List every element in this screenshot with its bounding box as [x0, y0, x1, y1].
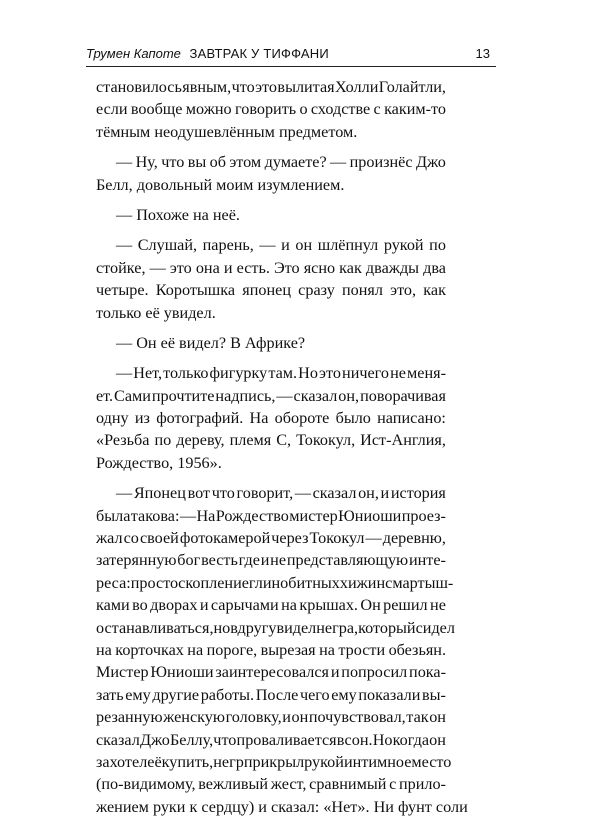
text-line: сказал Джо Беллу, что проваливается в сон. Но когда он [96, 730, 446, 749]
text-line: «Резьба по дереву, племя С, Тококул, Ист-Англия, [96, 431, 446, 450]
paragraph-gap [96, 354, 446, 362]
text-line: четыре. Коротышка японец сразу понял это, как [96, 281, 446, 300]
text-line: — Слушай, парень, — и он шлёпнул рукой по [116, 236, 446, 255]
text-line: — Похоже на неё. [116, 205, 240, 224]
paragraph-gap [96, 196, 446, 204]
text-line: захотел её купить, негр прикрыл рукой интимное место [96, 752, 452, 771]
page-number: 13 [475, 46, 490, 61]
body-text [96, 76, 468, 818]
text-line: — Ну, что вы об этом думаете? — произнёс Джо [116, 153, 446, 172]
header-book-title: ЗАВТРАК У ТИФФАНИ [189, 46, 329, 61]
text-line: одну из фотографий. На обороте было написано: [96, 409, 446, 428]
text-line: (по-видимому, вежливый жест, сравнимый с прило- [96, 775, 446, 794]
text-line: Мистер Юниоши заинтересовался и попросил пока- [96, 663, 446, 682]
text-line: была такова: — На Рождество мистер Юниоши проез- [96, 506, 446, 525]
text-line: — Нет, только фигурку там. Но это ничего не меня- [116, 364, 446, 383]
text-line: зать ему другие работы. После чего ему показали вы- [96, 685, 446, 704]
running-header [86, 40, 496, 67]
header-author: Трумен Капоте [86, 46, 181, 61]
text-line: стойке, — это она и есть. Это ясно как дважды два [96, 258, 446, 277]
text-line: Рождество, 1956». [96, 453, 222, 472]
text-line: останавливаться, но вдруг увидел негра, который сидел [96, 618, 455, 637]
text-line: жал со своей фотокамерой через Тококул — деревню, [96, 529, 446, 548]
paragraph-gap [96, 324, 446, 332]
text-line: — Японец вот что говорит, — сказал он, и история [116, 484, 446, 503]
paragraph-gap [96, 143, 446, 151]
text-line: Белл, довольный моим изумлением. [96, 175, 345, 194]
text-line: только её увидел. [96, 303, 216, 322]
text-line: реса: просто скопление глинобитных хижин с мартыш- [96, 573, 454, 592]
text-line: жением руки к сердцу) и сказал: «Нет». Ни фунт соли [96, 797, 468, 816]
text-line: — Он её видел? В Африке? [116, 333, 306, 352]
text-line: тёмным неодушевлённым предметом. [96, 122, 358, 141]
paragraph-gap [96, 474, 446, 482]
text-line: резанную женскую головку, и он почувствовал, так он [96, 708, 446, 727]
text-line: если вообще можно говорить о сходстве с каким-то [96, 100, 446, 119]
text-line: затерянную бог весть где и не представляющую инте- [96, 551, 446, 570]
text-line: ет. Сами прочтите надпись, — сказал он, поворачивая [96, 386, 446, 405]
text-line: ками во дворах и сарычами на крышах. Он решил не [96, 596, 446, 615]
text-line: становилось явным, что это вылитая Холли Голайтли, [96, 78, 446, 96]
text-line: на корточках на пороге, вырезая на трости обезьян. [96, 640, 446, 659]
paragraph-gap [96, 226, 446, 234]
header-left [86, 46, 329, 61]
